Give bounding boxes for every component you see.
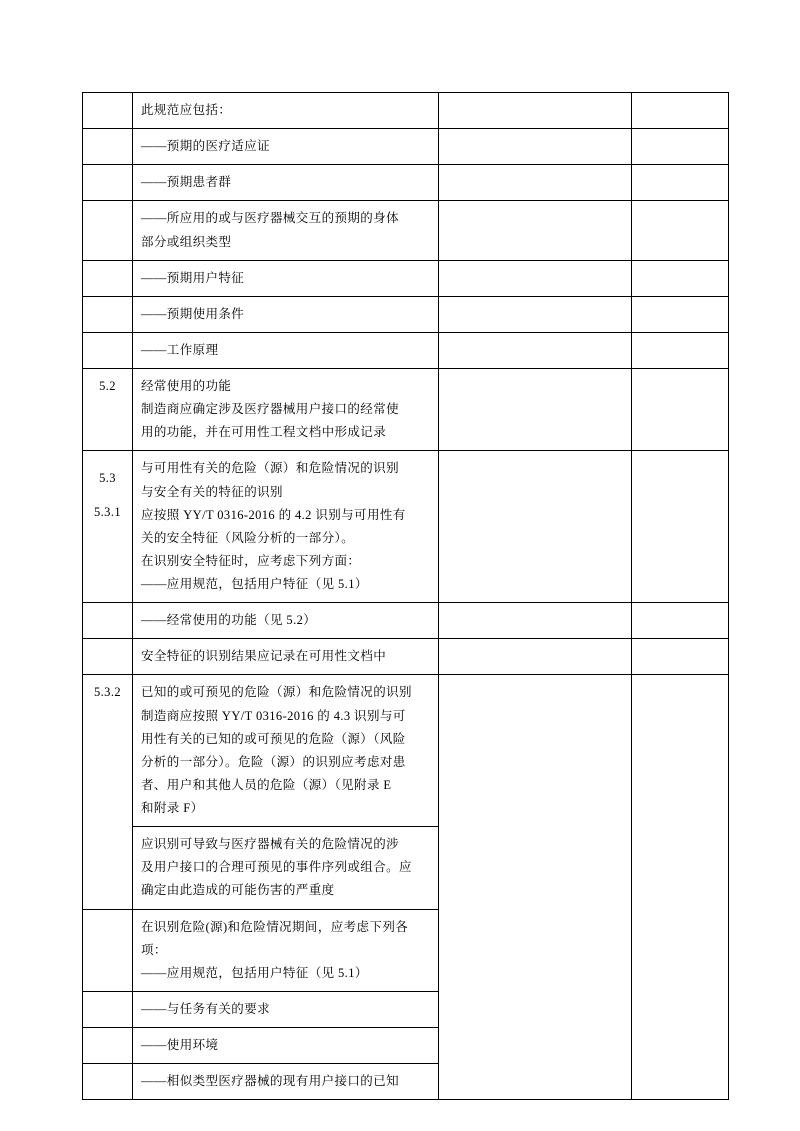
column-b-cell[interactable] [439,639,632,675]
requirement-text: ——经常使用的功能（见 5.2） [133,603,439,639]
clause-number [83,1064,133,1100]
column-b-cell[interactable] [439,93,632,129]
column-c-cell[interactable] [632,639,729,675]
clause-number [83,332,133,368]
column-b-cell[interactable] [439,603,632,639]
clause-number: 5.3.2 [83,675,133,909]
column-c-cell[interactable] [632,129,729,165]
column-c-cell[interactable] [632,296,729,332]
requirement-text: 在识别危险(源)和危险情况期间，应考虑下列各 项： ——应用规范，包括用户特征（见 5.1） [133,909,439,991]
column-c-cell[interactable] [632,93,729,129]
clause-number [83,1028,133,1064]
column-b-cell[interactable] [439,165,632,201]
column-b-cell[interactable] [439,260,632,296]
clause-number: 5.2 [83,369,133,451]
requirement-text: 应识别可导致与医疗器械有关的危险情况的涉 及用户接口的合理可预见的事件序列或组合。应 确定由此造成的可能伤害的严重度 [133,827,439,909]
table-row [83,296,729,332]
table-row [83,201,729,260]
column-c-cell[interactable] [632,165,729,201]
clause-number [83,296,133,332]
requirement-text: ——预期用户特征 [133,260,439,296]
table-row [83,332,729,368]
table-row [83,675,729,827]
requirements-table [82,92,729,1100]
clause-number [83,909,133,991]
clause-number [83,165,133,201]
requirement-text: ——工作原理 [133,332,439,368]
requirement-text: ——与任务有关的要求 [133,991,439,1027]
clause-number [83,129,133,165]
requirement-text: ——预期的医疗适应证 [133,129,439,165]
requirement-text: ——预期使用条件 [133,296,439,332]
clause-number [83,639,133,675]
clause-number [83,201,133,260]
table-row [83,260,729,296]
requirement-text: ——所应用的或与医疗器械交互的预期的身体 部分或组织类型 [133,201,439,260]
requirement-text: ——使用环境 [133,1028,439,1064]
requirement-text: 与可用性有关的危险（源）和危险情况的识别 与安全有关的特征的识别 应按照 YY/T 0316-2016 的 4.2 识别与可用性有 关的安全特征（风险分析的一部分）。 在识别安全特征时，应考虑下列方面： ——应用规范，包括用户特征（见 5.1） [133,451,439,603]
column-b-cell[interactable] [439,675,632,1100]
column-b-cell[interactable] [439,369,632,451]
clause-number [83,93,133,129]
column-b-cell[interactable] [439,201,632,260]
column-c-cell[interactable] [632,332,729,368]
clause-number-secondary: 5.3.1 [94,504,121,519]
column-b-cell[interactable] [439,451,632,603]
requirement-text: 此规范应包括： [133,93,439,129]
column-b-cell[interactable] [439,129,632,165]
table-row [83,369,729,451]
column-b-cell[interactable] [439,296,632,332]
table-row [83,129,729,165]
column-b-cell[interactable] [439,332,632,368]
column-c-cell[interactable] [632,201,729,260]
column-c-cell[interactable] [632,603,729,639]
column-c-cell[interactable] [632,260,729,296]
clause-number [83,260,133,296]
requirement-text: 安全特征的识别结果应记录在可用性文档中 [133,639,439,675]
clause-number [83,451,133,603]
table-row [83,165,729,201]
requirement-text: 经常使用的功能 制造商应确定涉及医疗器械用户接口的经常使 用的功能，并在可用性工程文档中形成记录 [133,369,439,451]
requirement-text: ——相似类型医疗器械的现有用户接口的已知 [133,1064,439,1100]
requirement-text: 已知的或可预见的危险（源）和危险情况的识别 制造商应按照 YY/T 0316-2016 的 4.3 识别与可 用性有关的已知的或可预见的危险（源）（风险 分析的一部分）。危险（源）的识别应考虑对患 者、用户和其他人员的危险（源）（见附录 E 和附录 F） [133,675,439,827]
table-row [83,451,729,603]
clause-number [83,991,133,1027]
table-row [83,93,729,129]
requirement-text: ——预期患者群 [133,165,439,201]
column-c-cell[interactable] [632,451,729,603]
column-c-cell[interactable] [632,675,729,1100]
clause-number-primary: 5.3 [99,471,116,486]
column-c-cell[interactable] [632,369,729,451]
table-row [83,639,729,675]
table-row [83,603,729,639]
clause-number [83,603,133,639]
